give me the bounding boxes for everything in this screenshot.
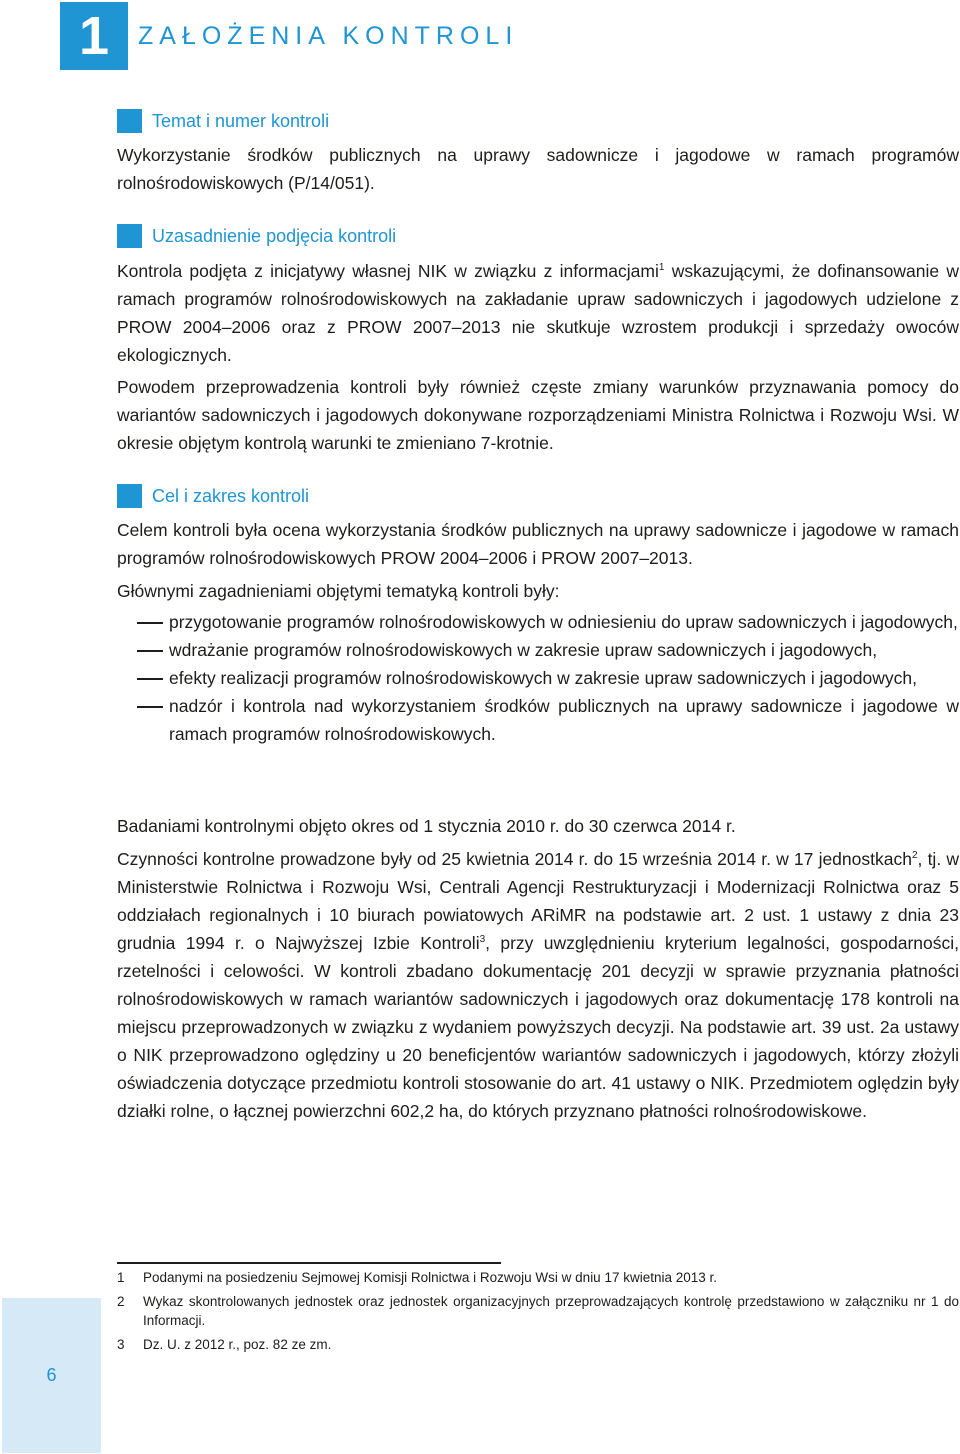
text-run: , tj. w Ministerstwie Rolnictwa i Rozwoju Wsi, Centrali Agencji Restrukturyzacji i Modernizacji Rolnictwa oraz 5 oddziałach regionalnych i 10 biurach powiatowych ARiMR na podstawie art. 2 ust. 1 ustawy z dnia 23 grudnia 1994 r. o Najwyższej Izbie Kontroli [117,849,959,953]
section-marker-icon [117,109,142,133]
paragraph-temat: Wykorzystanie środków publicznych na uprawy sadownicze i jagodowe w ramach programów rolnośrodowiskowych (P/14/051). [117,145,959,193]
footnote-divider [117,1262,501,1264]
footnote-text: Dz. U. z 2012 r., poz. 82 ze zm. [143,1337,332,1352]
section-heading-cel [117,484,309,508]
text-run: , przy uwzględnieniu kryterium legalności, gospodarności, rzetelności i celowości. W kontroli zbadano dokumentację 201 decyzji w sprawie przyznania płatności rolnośrodowiskowych w ramach wariantów sadowniczych i jagodowych oraz dokumentację 178 kontroli na miejscu przeprowadzonych w związku z wydaniem powyższych decyzji. Na podstawie art. 39 ust. 2a ustawy o NIK przeprowadzono oględziny u 20 beneficjentów wariantów sadowniczych i jagodowych, którzy złożyli oświadczenia dotyczące przedmiotu kontroli stosowanie do art. 41 ustawy o NIK. Przedmiotem oględzin były działki rolne, o łącznej powierzchni 602,2 ha, do których przyznano płatności rolnośrodowiskowe. [117,933,959,1121]
paragraph-cel-3: Badaniami kontrolnymi objęto okres od 1 stycznia 2010 r. do 30 czerwca 2014 r. [117,816,736,836]
paragraph-cel-2: Głównymi zagadnieniami objętymi tematyką kontroli były: [117,581,560,601]
list-item [117,636,959,664]
paragraph-uzasadnienie-1 [117,257,959,369]
footnote [117,1292,959,1330]
list-item-text: efekty realizacji programów rolnośrodowiskowych w zakresie upraw sadowniczych i jagodowych, [169,668,917,688]
text-run: Kontrola podjęta z inicjatywy własnej NIK w związku z informacjami [117,261,659,281]
paragraph-cel-4 [117,845,959,1125]
dash-icon [137,622,163,624]
dash-icon [137,678,163,680]
scope-list [117,608,959,748]
footnote-ref: 2 [911,850,918,861]
list-item-text: nadzór i kontrola nad wykorzystaniem środków publicznych na uprawy sadownicze i jagodowe w ramach programów rolnośrodowiskowych. [169,696,959,744]
footnote-number: 1 [117,1270,125,1285]
dash-icon [137,650,163,652]
footnotes [117,1268,959,1359]
chapter-title: ZAŁOŻENIA KONTROLI [138,22,519,50]
footnote [117,1335,959,1354]
page-number: 6 [2,1298,101,1453]
section-title: Uzasadnienie podjęcia kontroli [152,225,397,246]
footnote-ref: 1 [658,262,665,273]
section-title: Cel i zakres kontroli [152,485,310,506]
list-item [117,664,959,692]
paragraph-cel-1: Celem kontroli była ocena wykorzystania środków publicznych na uprawy sadownicze i jagodowe w ramach programów rolnośrodowiskowych PROW 2004–2006 i PROW 2007–2013. [117,520,959,568]
text-run: Czynności kontrolne prowadzone były od 25 kwietnia 2014 r. do 15 września 2014 r. w 17 jednostkach [117,849,912,869]
footnote [117,1268,959,1287]
list-item [117,692,959,748]
list-item-text: przygotowanie programów rolnośrodowiskowych w odniesieniu do upraw sadowniczych i jagodowych, [169,612,958,632]
footnote-number: 2 [117,1294,125,1309]
footnote-text: Wykaz skontrolowanych jednostek oraz jednostek organizacyjnych przeprowadzających kontrolę przedstawiono w załączniku nr 1 do Informacji. [143,1294,959,1328]
section-marker-icon [117,224,142,248]
dash-icon [137,706,163,708]
chapter-number: 1 [60,2,128,70]
list-item [117,608,959,636]
section-marker-icon [117,484,142,508]
list-item-text: wdrażanie programów rolnośrodowiskowych w zakresie upraw sadowniczych i jagodowych, [169,640,878,660]
paragraph-uzasadnienie-2: Powodem przeprowadzenia kontroli były również częste zmiany warunków przyznawania pomocy do wariantów sadowniczych i jagodowych dokonywane rozporządzeniami Ministra Rolnictwa i Rozwoju Wsi. W okresie objętym kontrolą warunki te zmieniano 7-krotnie. [117,377,959,453]
footnote-ref: 3 [479,934,486,945]
section-title: Temat i numer kontroli [152,110,330,131]
footnote-number: 3 [117,1337,125,1352]
text-run: wskazującymi, że dofinansowanie w ramach programów rolnośrodowiskowych na zakładanie upraw sadowniczych i jagodowych udzielone z PROW 2004–2006 oraz z PROW 2007–2013 nie skutkuje wzrostem produkcji i sprzedaży owoców ekologicznych. [117,261,959,365]
section-heading-temat [117,109,329,133]
section-heading-uzasadnienie [117,224,396,248]
footnote-text: Podanymi na posiedzeniu Sejmowej Komisji Rolnictwa i Rozwoju Wsi w dniu 17 kwietnia 2013 r. [143,1270,718,1285]
